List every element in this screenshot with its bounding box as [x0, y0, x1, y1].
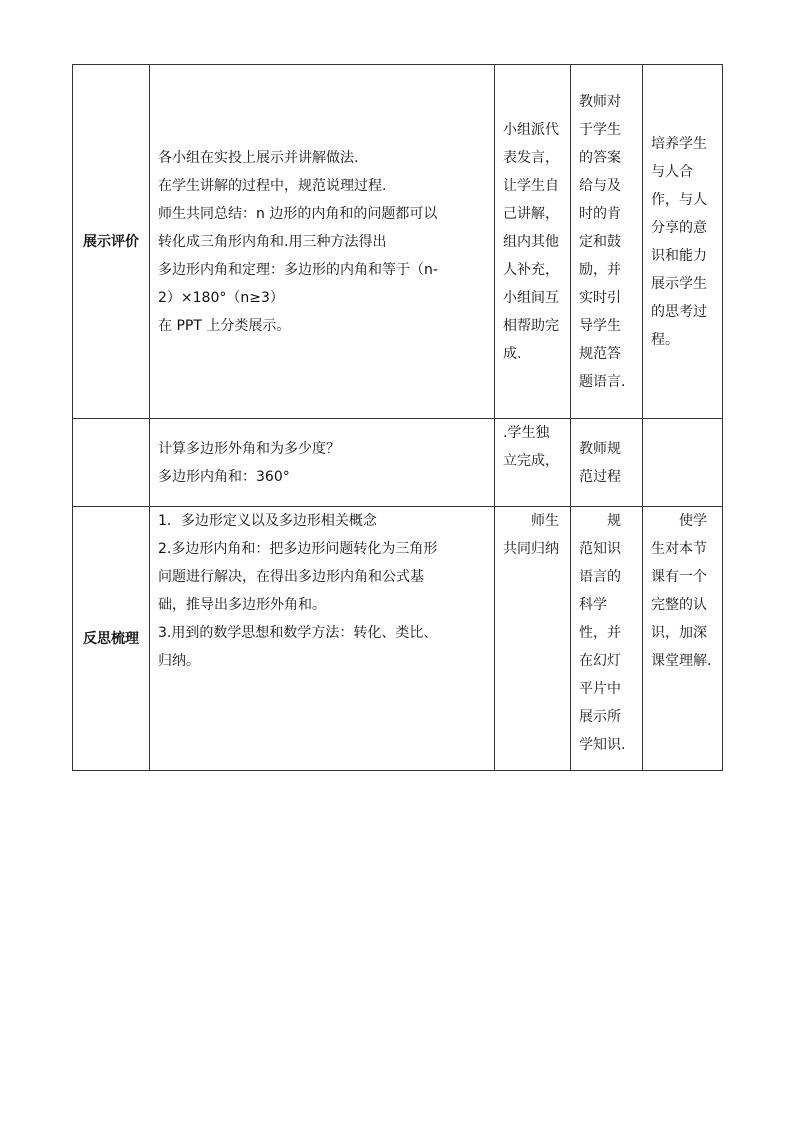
content-line: 问题进行解决，在得出多边形内角和公式基: [158, 569, 424, 585]
design-intent: [643, 507, 723, 771]
teacher-activity-text: 规范知识语言的科学性，并在幻灯平片中展示所学知识.: [579, 513, 626, 753]
content-line: 1．多边形定义以及多边形相关概念: [158, 513, 377, 529]
content-line: 转化成三角形内角和.用三种方法得出: [158, 233, 387, 250]
design-intent-text: 培养学生与人合作，与人分享的意识和能力展示学生的思考过程。: [651, 135, 707, 348]
content-line: 2.多边形内角和：把多边形问题转化为三角形: [158, 541, 438, 557]
content-line: 各小组在实投上展示并讲解做法.: [158, 149, 359, 166]
table-row-display-evaluation: [73, 65, 723, 419]
student-activity: [495, 419, 571, 507]
content-line: 3.用到的数学思想和数学方法：转化、类比、: [158, 625, 438, 641]
content-line: 在 PPT 上分类展示。: [158, 317, 291, 334]
content-line: 计算多边形外角和为多少度？: [158, 441, 340, 457]
activity-content: [150, 419, 495, 507]
teacher-activity: [571, 419, 643, 507]
table-row-exterior-angle: [73, 419, 723, 507]
teacher-activity-text: 教师规范过程: [579, 441, 621, 485]
student-activity-text: 小组派代表发言，让学生自己讲解，组内其他人补充，小组间互相帮助完成.: [503, 121, 559, 362]
content-line: 多边形内角和：360°: [158, 469, 290, 485]
design-intent: [643, 419, 723, 507]
content-line: 师生共同总结：n 边形的内角和的问题都可以: [158, 205, 438, 222]
teacher-activity-text: 教师对于学生的答案给与及时的肯定和鼓励，并实时引导学生规范答题语言.: [579, 93, 626, 390]
stage-label: [73, 419, 150, 507]
teacher-activity: [571, 65, 643, 419]
content-line: 多边形内角和定理：多边形的内角和等于（n-: [158, 261, 438, 278]
content-line: 础，推导出多边形外角和。: [158, 597, 326, 613]
teacher-activity: [571, 507, 643, 771]
lesson-plan-table: [72, 64, 723, 771]
activity-content: [150, 507, 495, 771]
stage-label: 展示评价: [73, 65, 150, 419]
content-line: 在学生讲解的过程中，规范说理过程.: [158, 177, 387, 194]
student-activity: [495, 507, 571, 771]
student-activity: [495, 65, 571, 419]
table-row-reflection: [73, 507, 723, 771]
activity-content: [150, 65, 495, 419]
stage-label: 反思梳理: [73, 507, 150, 771]
student-activity-text: .学生独立完成，: [503, 425, 559, 469]
student-activity-text: 师生共同归纳: [503, 513, 559, 557]
content-line: 2）×180°（n≥3）: [158, 289, 284, 306]
content-line: 归纳。: [158, 653, 200, 669]
design-intent-text: 使学生对本节课有一个完整的认识，加深课堂理解.: [651, 513, 712, 669]
design-intent: [643, 65, 723, 419]
